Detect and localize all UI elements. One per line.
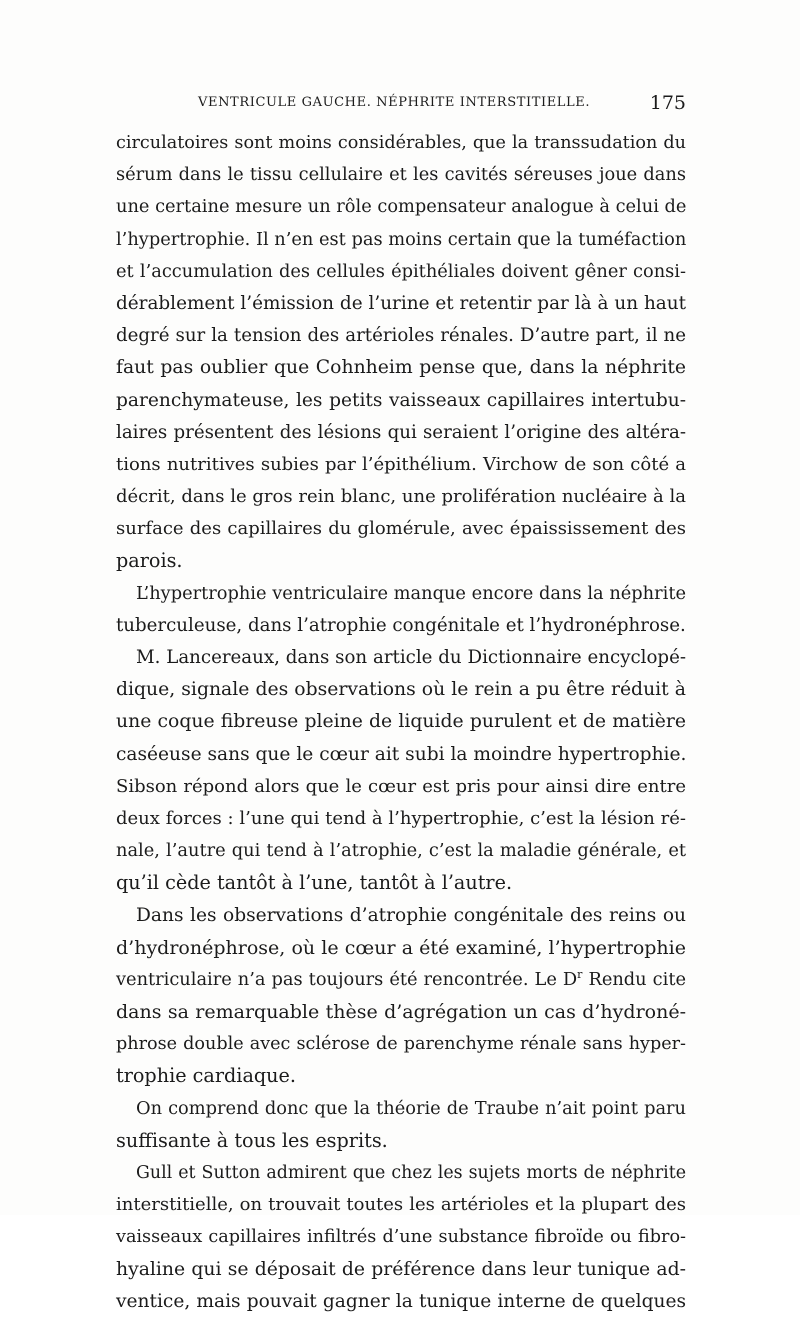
text-line: tions nutritives subies par l’épithélium. Virchow de son côté a: [116, 453, 686, 475]
text-line: interstitielle, on trouvait toutes les artérioles et la plupart des: [116, 1194, 686, 1216]
text-line: deux forces : l’une qui tend à l’hypertrophie, c’est la lésion ré-: [116, 807, 686, 829]
text-line: suffisante à tous les esprits.: [116, 1128, 388, 1152]
text-line: Dans les observations d’atrophie congénitale des reins ou: [136, 904, 686, 926]
text-line: tuberculeuse, dans l’atrophie congénitale et l’hydronéphrose.: [116, 614, 686, 636]
text-line-with-superscript: [116, 964, 686, 996]
text-line: d’hydronéphrose, où le cœur a été examiné, l’hypertrophie: [116, 936, 686, 959]
text-line: hyaline qui se déposait de préférence dans leur tunique ad-: [116, 1258, 686, 1280]
text-line: parois.: [116, 549, 183, 573]
text-line: phrose double avec sclérose de parenchyme rénale sans hyper-: [116, 1034, 686, 1055]
text-line: vaisseaux capillaires infiltrés d’une substance fibroïde ou fibro-: [116, 1227, 686, 1248]
text-line: Sibson répond alors que le cœur est pris pour ainsi dire entre: [116, 775, 686, 797]
text-line: dique, signale des observations où le rein a pu être réduit à: [116, 679, 686, 701]
text-line: décrit, dans le gros rein blanc, une prolifération nucléaire à la: [116, 486, 686, 508]
text-line: circulatoires sont moins considérables, que la transsudation du: [116, 133, 686, 153]
line-text-after-superscript: Rendu cite: [582, 968, 686, 990]
superscript: r: [577, 967, 583, 981]
text-line: caséeuse sans que le cœur ait subi la moindre hypertrophie.: [116, 743, 687, 765]
text-line: degré sur la tension des artérioles rénales. D’autre part, il ne: [116, 325, 686, 347]
text-line: qu’il cède tantôt à l’une, tantôt à l’autre.: [116, 871, 513, 895]
text-line: laires présentent des lésions qui seraient l’origine des altéra-: [116, 421, 686, 443]
text-line: Gull et Sutton admirent que chez les sujets morts de néphrite: [136, 1163, 686, 1183]
text-line: parenchymateuse, les petits vaisseaux capillaires intertubu-: [116, 389, 686, 411]
text-line: On comprend donc que la théorie de Traube n’ait point paru: [136, 1097, 686, 1119]
text-line: trophie cardiaque.: [116, 1064, 296, 1088]
running-title: VENTRICULE GAUCHE. NÉPHRITE INTERSTITIELLE.: [198, 95, 591, 110]
text-line: une certaine mesure un rôle compensateur analogue à celui de: [116, 196, 687, 218]
text-line: surface des capillaires du glomérule, avec épaississement des: [116, 518, 686, 540]
text-line: sérum dans le tissu cellulaire et les cavités séreuses joue dans: [116, 164, 686, 186]
text-line: M. Lancereaux, dans son article du Dictionnaire encyclopé-: [136, 647, 686, 668]
text-line: L’hypertrophie ventriculaire manque encore dans la néphrite: [136, 582, 686, 604]
body-text: [116, 127, 686, 1318]
text-line: dans sa remarquable thèse d’agrégation un cas d’hydroné-: [116, 1001, 686, 1024]
text-line: l’hypertrophie. Il n’en est pas moins certain que la tuméfaction: [116, 228, 687, 250]
text-line: ventice, mais pouvait gagner la tunique interne de quelques: [116, 1290, 686, 1312]
page-number: 175: [649, 92, 686, 114]
text-line: nale, l’autre qui tend à l’atrophie, c’est la maladie générale, et: [116, 840, 686, 862]
text-line: et l’accumulation des cellules épithéliales doivent gêner consi-: [116, 260, 686, 282]
text-line: dérablement l’émission de l’urine et retentir par là à un haut: [116, 292, 686, 314]
page-header: [116, 92, 686, 116]
text-line: faut pas oublier que Cohnheim pense que, dans la néphrite: [116, 357, 686, 379]
text-line: une coque fibreuse pleine de liquide purulent et de matière: [116, 711, 686, 733]
line-text: ventriculaire n’a pas toujours été rencontrée. Le D: [116, 968, 578, 990]
